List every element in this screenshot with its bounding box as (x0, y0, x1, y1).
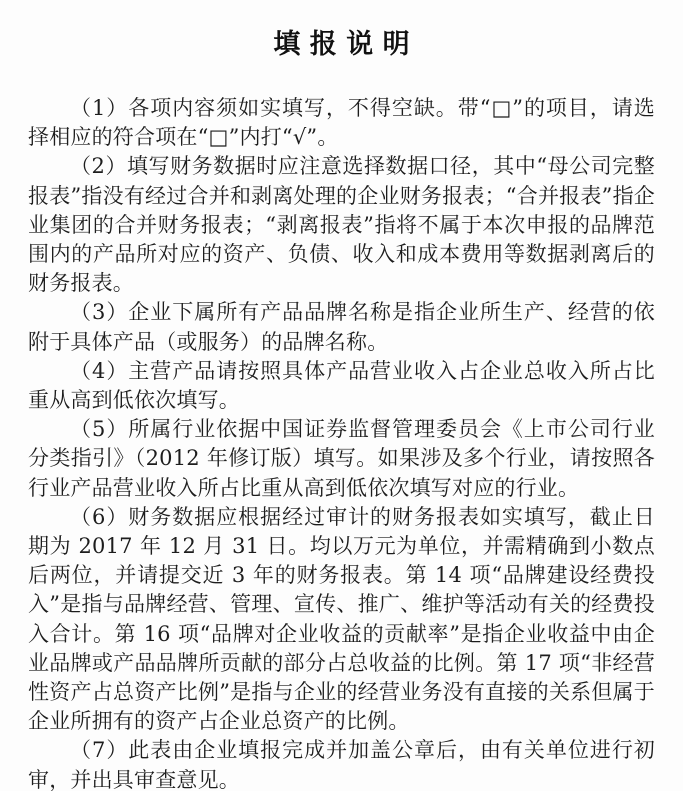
instruction-paragraph-1: （1）各项内容须如实填写，不得空缺。带“□”的项目，请选择相应的符合项在“□”内打“√”。 (28, 96, 655, 150)
instruction-paragraph-6: （6）财务数据应根据经过审计的财务报表如实填写，截止日期为 2017 年 12 月 31 日。均以万元为单位，并需精确到小数点后两位，并请提交近 3 年的财务报表。第 14 项“品牌建设经费投入”是指与品牌经营、管理、宣传、推广、维护等活动有关的经费投入合计。第 16 项“品牌对企业收益的贡献率”是指企业收益中由企业品牌或产品品牌所贡献的部分占总收益的比例。第 17 项“非经营性资产占总资产比例”是指与企业的经营业务没有直接的关系但属于企业所拥有的资产占企业总资产的比例。 (28, 504, 655, 734)
instruction-paragraph-5: （5）所属行业依据中国证券监督管理委员会《上市公司行业分类指引》（2012 年修订版）填写。如果涉及多个行业，请按照各行业产品营业收入所占比重从高到低依次填写对应的行业。 (28, 417, 655, 500)
instruction-paragraph-2: （2）填写财务数据时应注意选择数据口径，其中“母公司完整报表”指没有经过合并和剥离处理的企业财务报表；“合并报表”指企业集团的合并财务报表；“剥离报表”指将不属于本次申报的品牌范围内的产品所对应的资产、负债、收入和成本费用等数据剥离后的财务报表。 (28, 154, 655, 296)
instruction-paragraph-4: （4）主营产品请按照具体产品营业收入占企业总收入所占比重从高到低依次填写。 (28, 358, 655, 413)
page-title: 填 报 说 明 (273, 29, 410, 60)
instruction-paragraph-7: （7）此表由企业填报完成并加盖公章后，由有关单位进行初审，并出具审查意见。 (28, 738, 655, 791)
instruction-paragraph-3: （3）企业下属所有产品品牌名称是指企业所生产、经营的依附于具体产品（或服务）的品牌名称。 (28, 300, 655, 354)
instructions-body (28, 94, 655, 791)
